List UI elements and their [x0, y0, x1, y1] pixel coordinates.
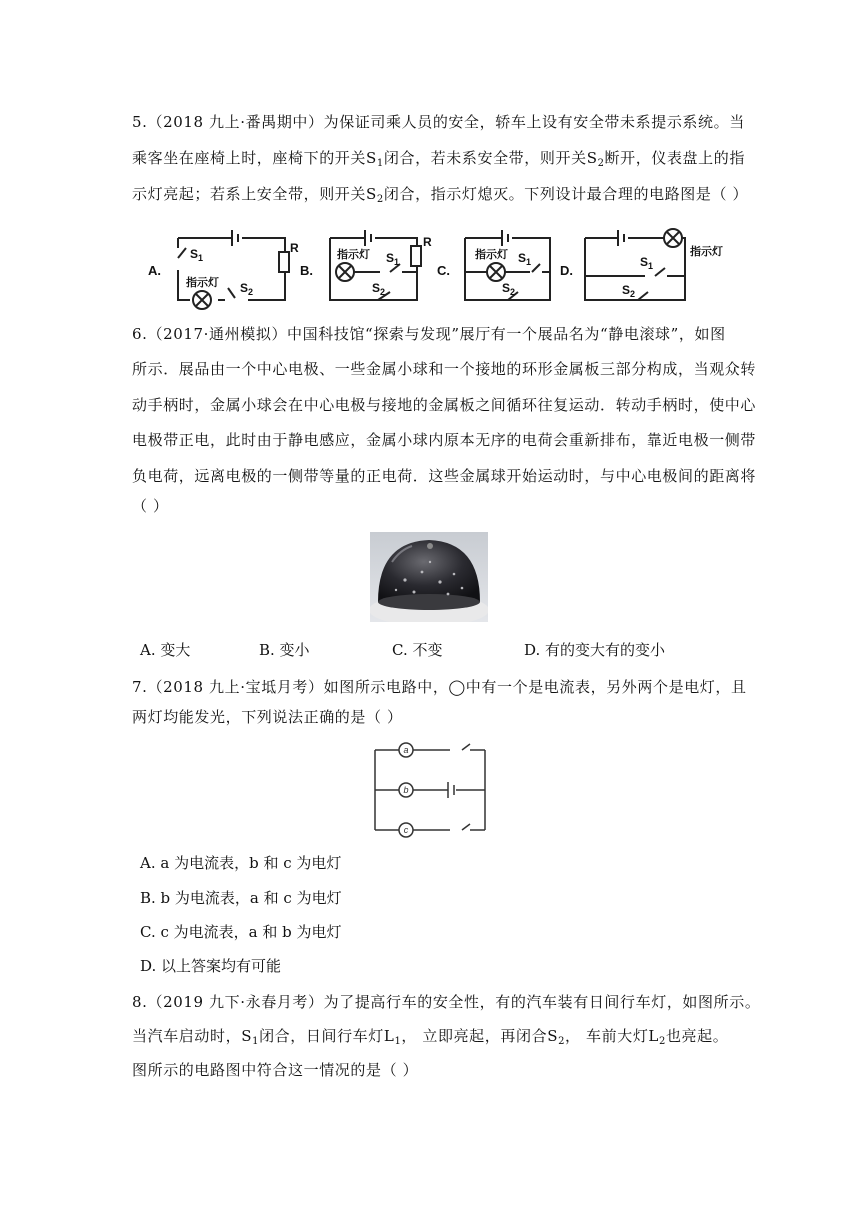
- s1-label-a: $S_1$: [190, 247, 204, 263]
- s2-subscript: 2: [558, 1036, 566, 1047]
- s1-label-b: $S_1$: [386, 251, 400, 267]
- q6-option-d[interactable]: D. 有的变大有的变小: [524, 641, 666, 659]
- q5-line-2: [132, 148, 745, 174]
- q6-option-a[interactable]: A. 变大: [140, 641, 191, 659]
- q6-option-c[interactable]: C. 不变: [392, 641, 443, 659]
- q5-text: 乘客坐在座椅上时，座椅下的开关: [132, 149, 367, 167]
- l2-symbol: L: [648, 1027, 659, 1045]
- q5-text: 断开，仪表盘上的指: [604, 149, 745, 167]
- s1-subscript: 1: [252, 1036, 260, 1047]
- q5-text: 示灯亮起；若系上安全带，则开关: [132, 185, 367, 203]
- q8-text: ， 立即亮起，再闭合: [401, 1027, 548, 1045]
- s1-symbol: S: [366, 149, 377, 167]
- q5-text: 闭合，指示灯熄灭。下列设计最合理的电路图是（ ）: [383, 185, 749, 203]
- l1-symbol: L: [383, 1027, 395, 1045]
- s1-subscript: 1: [376, 158, 384, 169]
- static-ball-photo: [370, 532, 488, 622]
- s1-label-c: $S_1$: [518, 251, 532, 267]
- q7-option-c[interactable]: C. c 为电流表，a 和 b 为电灯: [140, 923, 342, 941]
- q5-circuit-diagrams: [140, 220, 740, 315]
- resistor-label-a: R: [290, 241, 299, 255]
- s2-label-a: $S_2$: [240, 281, 254, 297]
- s2-symbol: S: [366, 185, 377, 203]
- q5-text: 闭合，若未系安全带，则开关: [383, 149, 587, 167]
- q6-line-1: 6.（2017·通州模拟）中国科技馆“探索与发现”展厅有一个展品名为“静电滚球”，如图: [132, 325, 726, 343]
- s2-label-c: $S_2$: [502, 281, 516, 297]
- option-label-d: D.: [560, 263, 573, 278]
- q6-line-2: 所示．展品由一个中心电极、一些金属小球和一个接地的环形金属板三部分构成，当观众转: [132, 360, 757, 378]
- s2-symbol: S: [586, 149, 598, 167]
- circle-label-c: c: [403, 825, 409, 835]
- q8-line-3: 图所示的电路图中符合这一情况的是（ ）: [132, 1061, 419, 1079]
- s1-label-d: $S_1$: [640, 255, 654, 271]
- q8-line-1: 8.（2019 九下·永春月考）为了提高行车的安全性，有的汽车装有日间行车灯，如图所示。: [132, 993, 761, 1011]
- option-label-a: A.: [148, 263, 161, 278]
- option-label-c: C.: [437, 263, 450, 278]
- q7-line-2: 两灯均能发光，下列说法正确的是（ ）: [132, 708, 403, 726]
- q7-line-1: 7.（2018 九上·宝坻月考）如图所示电路中，◯中有一个是电流表，另外两个是电灯，且: [132, 678, 747, 696]
- q7-circuit-diagram: [370, 742, 490, 838]
- resistor-label-b: R: [423, 235, 432, 249]
- l2-subscript: 2: [658, 1036, 666, 1047]
- q8-text: ， 车前大灯: [565, 1027, 649, 1045]
- l1-subscript: 1: [394, 1036, 402, 1047]
- lamp-label-c: 指示灯: [475, 249, 508, 261]
- circle-label-b: b: [403, 785, 409, 795]
- q7-option-d[interactable]: D. 以上答案均有可能: [140, 957, 282, 975]
- lamp-label-d: 指示灯: [690, 246, 723, 258]
- circle-label-a: a: [403, 745, 409, 755]
- s2-label-d: $S_2$: [622, 283, 636, 299]
- option-label-b: B.: [300, 263, 313, 278]
- q6-option-b[interactable]: B. 变小: [259, 641, 310, 659]
- q5-line-1: 5.（2018 九上·番禺期中）为保证司乘人员的安全，轿车上设有安全带未系提示系统。当: [132, 113, 745, 131]
- lamp-label-b: 指示灯: [337, 249, 370, 261]
- s2-label-b: $S_2$: [372, 281, 386, 297]
- q7-option-b[interactable]: B. b 为电流表，a 和 c 为电灯: [140, 889, 342, 907]
- lamp-label-a: 指示灯: [186, 277, 219, 289]
- q6-line-5: 负电荷，远离电极的一侧带等量的正电荷．这些金属球开始运动时，与中心电极间的距离将: [132, 467, 757, 485]
- q6-line-6: （ ）: [132, 497, 169, 515]
- s2-symbol: S: [547, 1027, 559, 1045]
- q8-line-2: [132, 1026, 728, 1052]
- q6-line-4: 电极带正电，此时由于静电感应，金属小球内原本无序的电荷会重新排布，靠近电极一侧带: [132, 431, 757, 449]
- q7-option-a[interactable]: A. a 为电流表，b 和 c 为电灯: [140, 854, 342, 872]
- s1-symbol: S: [241, 1027, 253, 1045]
- s2-subscript: 2: [376, 194, 384, 205]
- s2-subscript: 2: [597, 158, 605, 169]
- q8-text: 闭合，日间行车灯: [259, 1027, 384, 1045]
- q5-line-3: [132, 184, 748, 210]
- q8-text: 也亮起。: [665, 1027, 729, 1045]
- q8-text: 当汽车启动时，: [132, 1027, 242, 1045]
- q6-line-3: 动手柄时，金属小球会在中心电极与接地的金属板之间循环往复运动．转动手柄时，使中心: [132, 396, 757, 414]
